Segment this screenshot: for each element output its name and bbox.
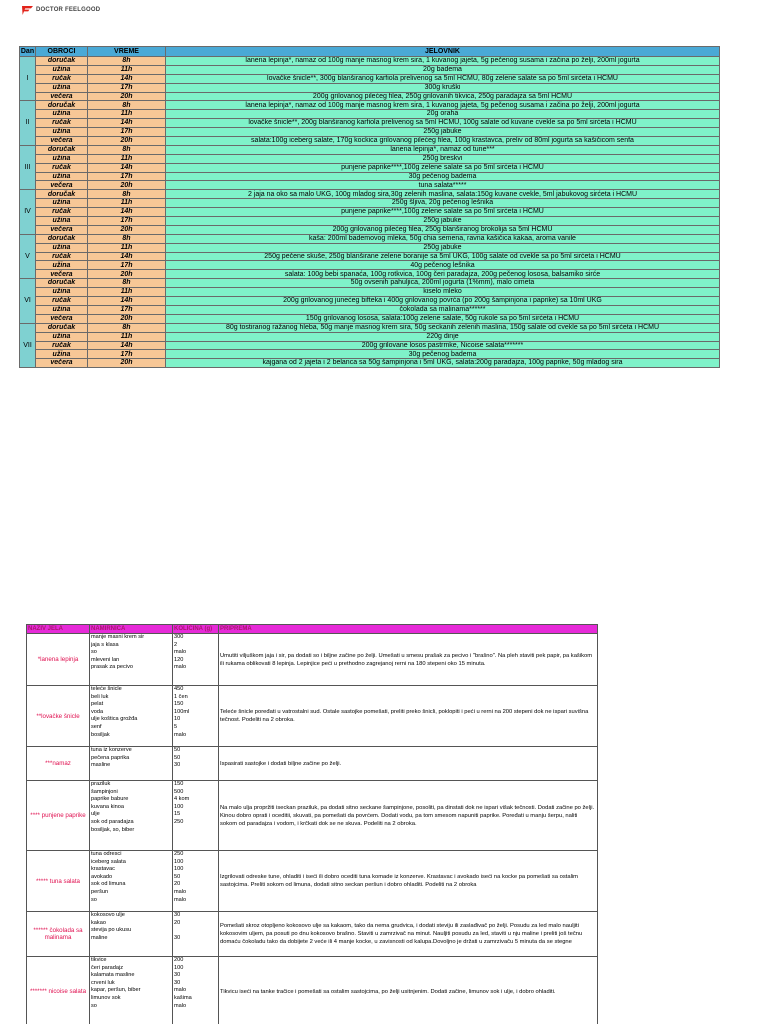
- quantity-item: 450: [174, 686, 184, 692]
- recipe-quantities: [173, 851, 219, 912]
- meal-name: užina: [36, 110, 88, 119]
- recipe-preparation: Pomešati skroz otopljeno kokosovo ulje sa kakaom, tako da nema grudvica, i dodati steviju ili zaslađivač po želji. Posudu za led malo nauljiti kokosovim uljem, pa posuti po dnu kokosovo brašno. Staviti u zamrzivač na minut. Nauljiti posudu za led, staviti u nju maline i preliti još tečnu domaću čokoladu tako da dobijete 2 veće ili 4 manje kocke, u zavisnosti od kalupa.Dovoljno je držati u zamrzivaču 5 minuta da se stegne: [219, 912, 598, 957]
- quantity-item: malo: [174, 896, 187, 903]
- ingredient-item: ulje: [91, 811, 100, 818]
- ingredient-item: so: [91, 649, 97, 656]
- ingredient-item: kakao: [91, 919, 106, 926]
- quantity-item: 250: [174, 818, 184, 825]
- recipe-quantities: [173, 747, 219, 781]
- menu-row: [20, 217, 720, 226]
- recipe-row: [27, 747, 598, 781]
- meal-time: 8h: [88, 323, 166, 332]
- recipes-table: [26, 624, 598, 1024]
- menu-row: [20, 172, 720, 181]
- meal-food: 2 jaja na oko sa malo UKG, 100g mladog sira,30g zelenih maslina, salata:150g kuvane cvekle, 5ml jabukovog sirćeta i HCMU: [166, 190, 720, 199]
- meal-name: užina: [36, 288, 88, 297]
- meal-time: 20h: [88, 225, 166, 234]
- quantity-item: 50: [174, 873, 181, 880]
- recipe-quantities: [173, 781, 219, 851]
- meal-name: doručak: [36, 101, 88, 110]
- meal-name: užina: [36, 154, 88, 163]
- recipe-preparation: Izgrilovati odreske tune, ohladiti i iseći ili dobro ocediti tuna komade iz konzerve. Krastavac i avokado iseći na kocke pa pomešati sa ostalim sastojcima. Preliti sokom od limuna, dodati sitno seckan peršun i dobro ohladiti. Podeliti na 2 obroka: [219, 851, 598, 912]
- recipe-ingredients: [90, 686, 173, 747]
- meal-time: 14h: [88, 252, 166, 261]
- meal-time: 17h: [88, 305, 166, 314]
- quantity-item: 500: [174, 788, 184, 795]
- recipe-ingredients: [90, 851, 173, 912]
- menu-row: [20, 332, 720, 341]
- ingredient-item: prasak za pecivo: [91, 664, 133, 671]
- quantity-item: 5: [174, 723, 178, 730]
- quantity-item: 30: [174, 934, 181, 941]
- menu-row: [20, 279, 720, 288]
- meal-food: kaša: 200ml bademovog mleka, 50g chia semena, ravna kašičica kakaa, aroma vanile: [166, 234, 720, 243]
- header-priprema: PRIPREMA: [219, 625, 598, 634]
- recipe-ingredients: [90, 781, 173, 851]
- quantity-item: malo: [174, 664, 187, 671]
- menu-row: [20, 350, 720, 359]
- recipe-name: **** punjene paprike: [27, 781, 90, 851]
- header-naziv-jela: NAZIV JELA: [27, 625, 90, 634]
- header-kolicina: KOLIČINA (g): [173, 625, 219, 634]
- meal-time: 17h: [88, 217, 166, 226]
- meal-food: 300g kruški: [166, 83, 720, 92]
- menu-row: [20, 83, 720, 92]
- menu-row: [20, 57, 720, 66]
- quantity-item: malo: [174, 649, 187, 656]
- meal-food: 200g grilovanog pilećeg filea, 250g blanširanog brokolija sa 5ml HCMU: [166, 225, 720, 234]
- ingredient-item: masline: [91, 762, 111, 769]
- ingredient-item: iceberg salata: [91, 858, 126, 865]
- recipe-preparation: Tikvicu iseći na tanke tračice i pomešati sa ostalim sastojcima, po želji usitnjenim. Dodati začine, limunov sok i ulje, i dobro ohladiti.: [219, 957, 598, 1024]
- ingredient-item: kapar, peršun, biber: [91, 987, 141, 994]
- header-obroci: OBROCI: [36, 47, 88, 57]
- quantity-item: 250: [174, 851, 184, 857]
- ingredient-item: šampinjoni: [91, 788, 118, 795]
- recipe-preparation: Na malo ulja propržiti iseckan praziluk, pa dodati sitno seckane šampinjone, posoliti, pa dinstati dok ne ispari višak tečnosti. Dodati začine po želji. Kinou dobro oprati i oceditii, skuvati, pa pomešati da povrćem. Dodati vodu, pa tom smesom napuniti paprike. Poređati u manju šerpu, naliti sokom od paradajza i vodom, i krčkati dok se ne skuva. Podeliti na 2 obroka.: [219, 781, 598, 851]
- quantity-item: [174, 827, 217, 835]
- meal-time: 20h: [88, 314, 166, 323]
- day-number: III: [20, 145, 36, 189]
- meal-time: 20h: [88, 92, 166, 101]
- meal-name: doručak: [36, 57, 88, 66]
- recipe-quantities: [173, 957, 219, 1024]
- quantity-item: 200: [174, 957, 184, 963]
- meal-food: čokolada sa malinama******: [166, 305, 720, 314]
- recipe-name: ******* nicoise salata: [27, 957, 90, 1024]
- meal-name: večera: [36, 270, 88, 279]
- meal-name: ručak: [36, 208, 88, 217]
- meal-time: 11h: [88, 243, 166, 252]
- recipe-name: ****** čokolada sa malinama: [27, 912, 90, 957]
- meal-name: večera: [36, 359, 88, 368]
- menu-row: [20, 65, 720, 74]
- quantity-item: 50: [174, 747, 181, 753]
- meal-name: večera: [36, 137, 88, 146]
- meal-name: ručak: [36, 341, 88, 350]
- header-namirnica: NAMIRNICA: [90, 625, 173, 634]
- meal-food: tuna salata*****: [166, 181, 720, 190]
- quantity-item: 20: [174, 881, 181, 888]
- menu-row: [20, 110, 720, 119]
- meal-food: salata: 100g bebi spanaća, 100g rotkvica, 100g čeri paradajza, 200g pečenog lososa, balsamiko sirće: [166, 270, 720, 279]
- meal-time: 11h: [88, 65, 166, 74]
- meal-food: 40g pečenog lešnika: [166, 261, 720, 270]
- meal-time: 14h: [88, 208, 166, 217]
- header-jelovnik: JELOVNIK: [166, 47, 720, 57]
- recipes-body: [27, 634, 598, 1024]
- recipe-name: *lanena lepinja: [27, 634, 90, 686]
- menu-row: [20, 190, 720, 199]
- menu-row: [20, 101, 720, 110]
- recipe-ingredients: [90, 747, 173, 781]
- header-dan: Dan: [20, 48, 35, 55]
- ingredient-item: čeri paradajz: [91, 964, 124, 971]
- menu-row: [20, 305, 720, 314]
- menu-row: [20, 163, 720, 172]
- meal-name: večera: [36, 225, 88, 234]
- menu-row: [20, 359, 720, 368]
- ingredient-item: tuna iz konzerve: [91, 747, 132, 753]
- meal-name: užina: [36, 128, 88, 137]
- quantity-item: 1 čen: [174, 693, 188, 700]
- ingredient-item: senf: [91, 723, 102, 730]
- menu-row: [20, 181, 720, 190]
- ingredient-item: manje masni krem sir: [91, 634, 145, 640]
- meal-time: 20h: [88, 181, 166, 190]
- meal-name: doručak: [36, 323, 88, 332]
- quantity-item: 30: [174, 762, 181, 769]
- recipe-row: [27, 912, 598, 957]
- meal-food: punjene paprike****,100g zelene salate sa po 5ml sirćeta i HCMU: [166, 208, 720, 217]
- meal-time: 11h: [88, 110, 166, 119]
- day-number: VI: [20, 279, 36, 323]
- meal-name: užina: [36, 332, 88, 341]
- ingredient-item: so: [91, 1002, 97, 1009]
- ingredient-item: tuna odresci: [91, 851, 122, 857]
- quantity-item: malo: [174, 987, 187, 994]
- meal-time: 14h: [88, 297, 166, 306]
- meal-time: 11h: [88, 288, 166, 297]
- meal-time: 17h: [88, 261, 166, 270]
- brand-logo: [22, 4, 100, 16]
- ingredient-item: kuvana kinoa: [91, 803, 124, 810]
- menu-body: [20, 57, 720, 368]
- menu-row: [20, 252, 720, 261]
- ingredient-item: stevija po ukusu: [91, 927, 132, 934]
- ingredient-item: maline: [91, 934, 108, 941]
- meal-food: lovačke šnicle**, 300g blanširanog karfiola prelivenog sa 5ml HCMU, 80g zelene salate sa po 5ml sirćeta i HCMU: [166, 74, 720, 83]
- meal-name: ručak: [36, 74, 88, 83]
- meal-food: lanena lepinja*, namaz od 100g manje masnog krem sira, 1 kuvanog jajeta, 5g pečenog susama i začina po želji, 200ml jogurta: [166, 101, 720, 110]
- quantity-item: 2: [174, 641, 178, 648]
- quantity-item: 120: [174, 656, 184, 663]
- recipe-quantities: [173, 634, 219, 686]
- quantity-item: malo: [174, 888, 187, 895]
- menu-row: [20, 154, 720, 163]
- menu-row: [20, 199, 720, 208]
- brand-name: DOCTOR FEELGOOD: [36, 7, 101, 13]
- meal-food: 200g grilovane losos pastrmke, Nicoise salata*******: [166, 341, 720, 350]
- meal-time: 11h: [88, 199, 166, 208]
- ingredient-item: peršun: [91, 888, 109, 895]
- quantity-item: [174, 927, 217, 935]
- ingredient-item: pelat: [91, 701, 104, 708]
- quantity-item: kašima: [174, 994, 192, 1001]
- menu-row: [20, 261, 720, 270]
- meal-food: 30g pečenog badema: [166, 172, 720, 181]
- meal-food: salata:100g iceberg salate, 170g kockica grilovanog pilećeg filea, 100g krastavca, preliv od 80ml jogurta sa kašičicom senfa: [166, 137, 720, 146]
- recipe-name: ***namaz: [27, 747, 90, 781]
- menu-row: [20, 234, 720, 243]
- menu-row: [20, 225, 720, 234]
- ingredient-item: paprike babure: [91, 796, 129, 803]
- ingredient-item: pečena paprika: [91, 754, 130, 761]
- meal-food: 20g badema: [166, 65, 720, 74]
- meal-food: 30g pečenog badema: [166, 350, 720, 359]
- meal-time: 11h: [88, 154, 166, 163]
- meal-food: kiselo mleko: [166, 288, 720, 297]
- recipe-preparation: Teleće šnicle poređati u vatrostalni sud. Ostale sastojke pomešati, preliti preko šnicli, poklopiti i peći u rerni na 200 stepeni dok ne ispari suvišna tečnost. Podeliti na 2 obroka.: [219, 686, 598, 747]
- meal-time: 20h: [88, 359, 166, 368]
- quantity-item: malo: [174, 1002, 187, 1009]
- meal-name: večera: [36, 314, 88, 323]
- ingredient-item: mleveni lan: [91, 656, 120, 663]
- menu-row: [20, 128, 720, 137]
- meal-name: doručak: [36, 279, 88, 288]
- meal-food: punjene paprike****,100g zelene salate sa po 5ml sirćeta i HCMU: [166, 163, 720, 172]
- meal-food: 200g grilovanog junećeg bifteka i 400g grilovanog povrća (po 200g šampinjona i paprike) sa 10ml UKG: [166, 297, 720, 306]
- meal-time: 20h: [88, 137, 166, 146]
- quantity-item: 100: [174, 964, 184, 971]
- meal-food: 20g oraha: [166, 110, 720, 119]
- meal-time: 17h: [88, 172, 166, 181]
- meal-name: užina: [36, 243, 88, 252]
- meal-time: 8h: [88, 279, 166, 288]
- meal-food: lovačke šnicle**, 200g blanširanog karfiola prelivenog sa 5ml HCMU, 100g salate od kuvane cvekle sa po 5ml sirćeta i HCMU: [166, 119, 720, 128]
- meal-time: 14h: [88, 74, 166, 83]
- day-number: V: [20, 234, 36, 278]
- ingredient-item: crveni luk: [91, 979, 115, 986]
- meal-name: večera: [36, 92, 88, 101]
- meal-name: ručak: [36, 252, 88, 261]
- ingredient-item: jaja s klasa: [91, 641, 119, 648]
- ingredient-item: avokado: [91, 873, 113, 880]
- brand-logo-icon: [22, 6, 33, 15]
- meal-time: 20h: [88, 270, 166, 279]
- meal-time: 14h: [88, 119, 166, 128]
- menu-row: [20, 297, 720, 306]
- meal-name: doručak: [36, 145, 88, 154]
- ingredient-item: sok od limuna: [91, 881, 126, 888]
- meal-time: 17h: [88, 350, 166, 359]
- recipe-preparation: Ispasirati sastojke i dodati biljne začine po želji.: [219, 747, 598, 781]
- meal-food: 80g tostiranog ražanog hleba, 50g manje masnog krem sira, 50g seckanih zelenih maslina, 150g salate od cvekle sa po 5ml sirćeta i HCMU: [166, 323, 720, 332]
- quantity-item: 100: [174, 803, 184, 810]
- quantity-item: malo: [174, 731, 187, 738]
- recipe-row: [27, 781, 598, 851]
- ingredient-item: so: [91, 896, 97, 903]
- meal-time: 8h: [88, 190, 166, 199]
- recipe-quantities: [173, 686, 219, 747]
- quantity-item: 30: [174, 912, 181, 918]
- meal-name: ručak: [36, 297, 88, 306]
- meal-food: 250g šljiva, 20g pečenog lešnika: [166, 199, 720, 208]
- recipes-header-row: [27, 625, 598, 634]
- quantity-item: 4 kom: [174, 796, 190, 803]
- menu-row: [20, 314, 720, 323]
- day-number: IV: [20, 190, 36, 234]
- menu-row: [20, 119, 720, 128]
- meal-time: 17h: [88, 128, 166, 137]
- day-number: II: [20, 101, 36, 145]
- recipe-name: ***** tuna salata: [27, 851, 90, 912]
- meal-time: 11h: [88, 332, 166, 341]
- quantity-item: 150: [174, 781, 184, 787]
- meal-food: 250g jabuke: [166, 243, 720, 252]
- quantity-item: 20: [174, 919, 181, 926]
- recipe-quantities: [173, 912, 219, 957]
- meal-food: 250g jabuke: [166, 217, 720, 226]
- recipe-row: [27, 634, 598, 686]
- quantity-item: 30: [174, 979, 181, 986]
- meal-name: ručak: [36, 119, 88, 128]
- recipe-preparation: Umutiti viljuškom jaja i sir, pa dodati so i biljne začine po želji. Umešati u smesu prašak za pecivo i "brašno". Na pleh staviti pek papir, pa kašikom ili rukama oblikovati 8 lepinja. Lepinjice peći u prethodno zagrejanoj rerni na 180 stepeni oko 15 minuta.: [219, 634, 598, 686]
- meal-name: užina: [36, 261, 88, 270]
- meal-time: 14h: [88, 341, 166, 350]
- ingredient-item: beli luk: [91, 693, 109, 700]
- menu-row: [20, 288, 720, 297]
- menu-header-row: [20, 47, 720, 57]
- menu-row: [20, 208, 720, 217]
- meal-food: 250g jabuke: [166, 128, 720, 137]
- menu-row: [20, 243, 720, 252]
- menu-row: [20, 74, 720, 83]
- recipe-ingredients: [90, 912, 173, 957]
- ingredient-item: krastavac: [91, 866, 115, 873]
- recipe-row: [27, 957, 598, 1024]
- menu-row: [20, 145, 720, 154]
- meal-name: užina: [36, 199, 88, 208]
- menu-row: [20, 92, 720, 101]
- meal-name: užina: [36, 350, 88, 359]
- recipe-row: [27, 686, 598, 747]
- ingredient-item: sok od paradajza: [91, 818, 134, 825]
- meal-food: 200g grilovanog pilećeg filea, 250g grilovanih tikvica, 250g paradajza sa 5ml HCMU: [166, 92, 720, 101]
- quantity-item: 100: [174, 866, 184, 873]
- meal-name: užina: [36, 65, 88, 74]
- meal-food: lanena lepinja*, namaz od tune***: [166, 145, 720, 154]
- meal-time: 8h: [88, 145, 166, 154]
- ingredient-item: kalamata masline: [91, 972, 135, 979]
- ingredient-item: tikvice: [91, 957, 107, 963]
- meal-food: kajgana od 2 jajeta i 2 belanca sa 50g šampinjona i 5ml UKG, salata:200g paradajza, 100g paprike, 50g mladog sira: [166, 359, 720, 368]
- ingredient-item: limunov sok: [91, 994, 121, 1001]
- meal-food: 220g dinje: [166, 332, 720, 341]
- meal-time: 17h: [88, 83, 166, 92]
- meal-time: 14h: [88, 163, 166, 172]
- menu-row: [20, 341, 720, 350]
- meal-food: lanena lepinja*, namaz od 100g manje masnog krem sira, 1 kuvanog jajeta, 5g pečenog susama i začina po želji, 200ml jogurta: [166, 57, 720, 66]
- quantity-item: 300: [174, 634, 184, 640]
- meal-name: doručak: [36, 234, 88, 243]
- recipe-ingredients: [90, 634, 173, 686]
- meal-name: doručak: [36, 190, 88, 199]
- weekly-menu-table: [19, 46, 720, 368]
- ingredient-item: kokosovo ulje: [91, 912, 125, 918]
- recipe-ingredients: [90, 957, 173, 1024]
- quantity-item: 10: [174, 716, 181, 723]
- meal-food: 250g pečene skuše, 250g blanširane zelene boranije sa 5ml UKG, 100g salate od cvekle sa po 5ml sirćeta i HCMU: [166, 252, 720, 261]
- recipe-row: [27, 851, 598, 912]
- meal-name: večera: [36, 181, 88, 190]
- quantity-item: 100ml: [174, 708, 190, 715]
- meal-name: užina: [36, 172, 88, 181]
- meal-name: užina: [36, 217, 88, 226]
- day-number: I: [20, 57, 36, 101]
- ingredient-item: bosiljak, so, biber: [91, 826, 135, 833]
- meal-food: 250g breskvi: [166, 154, 720, 163]
- day-number: VII: [20, 323, 36, 367]
- meal-name: užina: [36, 305, 88, 314]
- ingredient-item: praziluk: [91, 781, 111, 787]
- header-vreme: VREME: [88, 47, 166, 57]
- meal-food: 150g grilovanog lososa, salata:100g zelene salate, 50g rukole sa po 5ml sirćeta i HCMU: [166, 314, 720, 323]
- meal-name: ručak: [36, 163, 88, 172]
- quantity-item: 15: [174, 811, 181, 818]
- ingredient-item: voda: [91, 708, 104, 715]
- menu-row: [20, 323, 720, 332]
- quantity-item: 30: [174, 972, 181, 979]
- recipe-name: **lovačke šnicle: [27, 686, 90, 747]
- menu-row: [20, 270, 720, 279]
- menu-row: [20, 137, 720, 146]
- meal-time: 8h: [88, 101, 166, 110]
- meal-time: 8h: [88, 234, 166, 243]
- meal-food: 50g ovsenih pahuljica, 200ml jogurta (1%mm), malo cimeta: [166, 279, 720, 288]
- ingredient-item: bosiljak: [91, 731, 110, 738]
- quantity-item: 150: [174, 701, 184, 708]
- quantity-item: 100: [174, 858, 184, 865]
- meal-time: 8h: [88, 57, 166, 66]
- quantity-item: 50: [174, 754, 181, 761]
- meal-name: užina: [36, 83, 88, 92]
- ingredient-item: teleće šnicle: [91, 686, 122, 692]
- ingredient-item: ulje koštica grožđa: [91, 716, 138, 723]
